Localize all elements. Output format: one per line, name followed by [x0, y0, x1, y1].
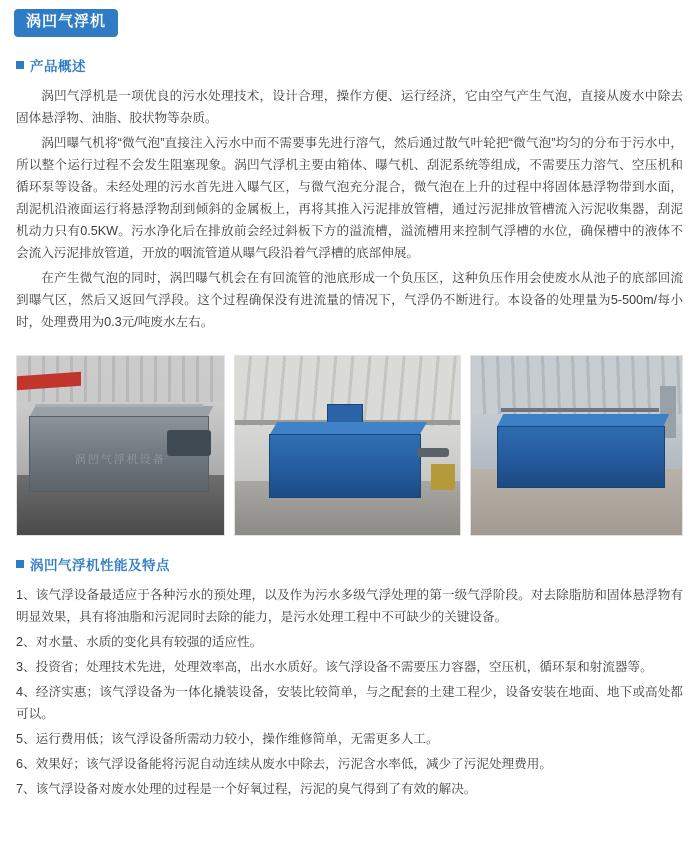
photo1-rail — [35, 404, 203, 407]
overview-paragraph: 涡凹曝气机将“微气泡”直接注入污水中而不需要事先进行溶气，然后通过散气叶轮把“微气泡”均匀的分布于污水中，所以整个运行过程不会发生阻塞现象。涡凹气浮机主要由箱体、曝气机、刮泥系统等组成，不需要压力溶气、空压机和循环泵等设备。未经处理的污水首先进入曝气区，与微气泡充分混合，微气泡在上升的过程中将固体悬浮物带到水面，刮泥机沿液面运行将悬浮物刮到倾斜的金属板上，再将其推入污泥排放管槽，通过污泥排放管槽流入污泥收集器，刮泥机动力只有0.5KW。污水净化后在排放前会经过斜板下方的溢流槽，溢流槽用来控制气浮槽的水位，确保槽中的液体不会流入污泥排放管道，开放的咽流管道从曝气段沿着气浮槽的底部伸展。 — [16, 135, 683, 260]
photo3-rail — [501, 408, 659, 412]
feature-item: 5、运行费用低；该气浮设备所需动力较小，操作维修简单，无需更多人工。 — [16, 731, 439, 746]
section-heading-features — [8, 554, 689, 574]
feature-item: 1、该气浮设备最适应于各种污水的预处理，以及作为污水多级气浮处理的第一级气浮阶段。对去除脂肪和固体悬浮物有明显效果，具有将油脂和污泥同时去除的能力，是污水处理工程中不可缺少的关键设备。 — [16, 587, 683, 624]
feature-item: 3、投资省；处理技术先进，处理效率高，出水水质好。该气浮设备不需要压力容器，空压机，循环泵和射流器等。 — [16, 659, 653, 674]
feature-item: 7、该气浮设备对废水处理的过程是一个好氧过程，污泥的臭气得到了有效的解决。 — [16, 781, 477, 796]
section-heading-features-label: 涡凹气浮机性能及特点 — [30, 557, 170, 573]
overview-paragraph: 涡凹气浮机是一项优良的污水处理技术，设计合理，操作方便、运行经济，它由空气产生气泡，直接从废水中除去固体悬浮物、油脂、胶状物等杂质。 — [16, 88, 683, 125]
photo-grey-flotation-unit — [16, 355, 225, 536]
feature-item: 2、对水量、水质的变化具有较强的适应性。 — [16, 634, 263, 649]
feature-item: 6、效果好；该气浮设备能将污泥自动连续从废水中除去，污泥含水率低，减少了污泥处理费用。 — [16, 756, 552, 771]
section-heading-overview — [8, 55, 689, 75]
page-title-container — [8, 0, 689, 37]
overview-paragraph: 在产生微气泡的同时，涡凹曝气机会在有回流管的池底形成一个负压区，这种负压作用会使废水从池子的底部回流到曝气区，然后又返回气浮段。这个过程确保没有进流量的情况下，气浮仍不断进行。本设备的处理量为5-500m/每小时，处理费用为0.3元/吨废水左右。 — [16, 270, 683, 329]
bullet-square-icon — [16, 560, 24, 568]
photo-gallery — [8, 355, 689, 536]
section-heading-overview-label: 产品概述 — [30, 58, 86, 74]
features-list — [8, 584, 689, 800]
photo1-motor — [167, 430, 211, 456]
bullet-square-icon — [16, 61, 24, 69]
page-title: 涡凹气浮机 — [14, 9, 118, 37]
photo1-watermark: 涡凹气浮机设备 — [74, 454, 166, 467]
overview-body — [8, 85, 689, 333]
photo3-roof — [471, 356, 682, 414]
photo3-tank-body — [497, 426, 665, 488]
photo-blue-flotation-unit-outdoor — [470, 355, 683, 536]
feature-item: 4、经济实惠；该气浮设备为一体化撬装设备，安装比较简单，与之配套的土建工程少，设备安装在地面、地下或高处都可以。 — [16, 684, 683, 721]
photo2-pipe — [417, 448, 449, 457]
photo2-tank-body — [269, 434, 421, 498]
photo2-equipment-box — [431, 464, 455, 490]
photo-blue-flotation-unit-workshop — [234, 355, 461, 536]
